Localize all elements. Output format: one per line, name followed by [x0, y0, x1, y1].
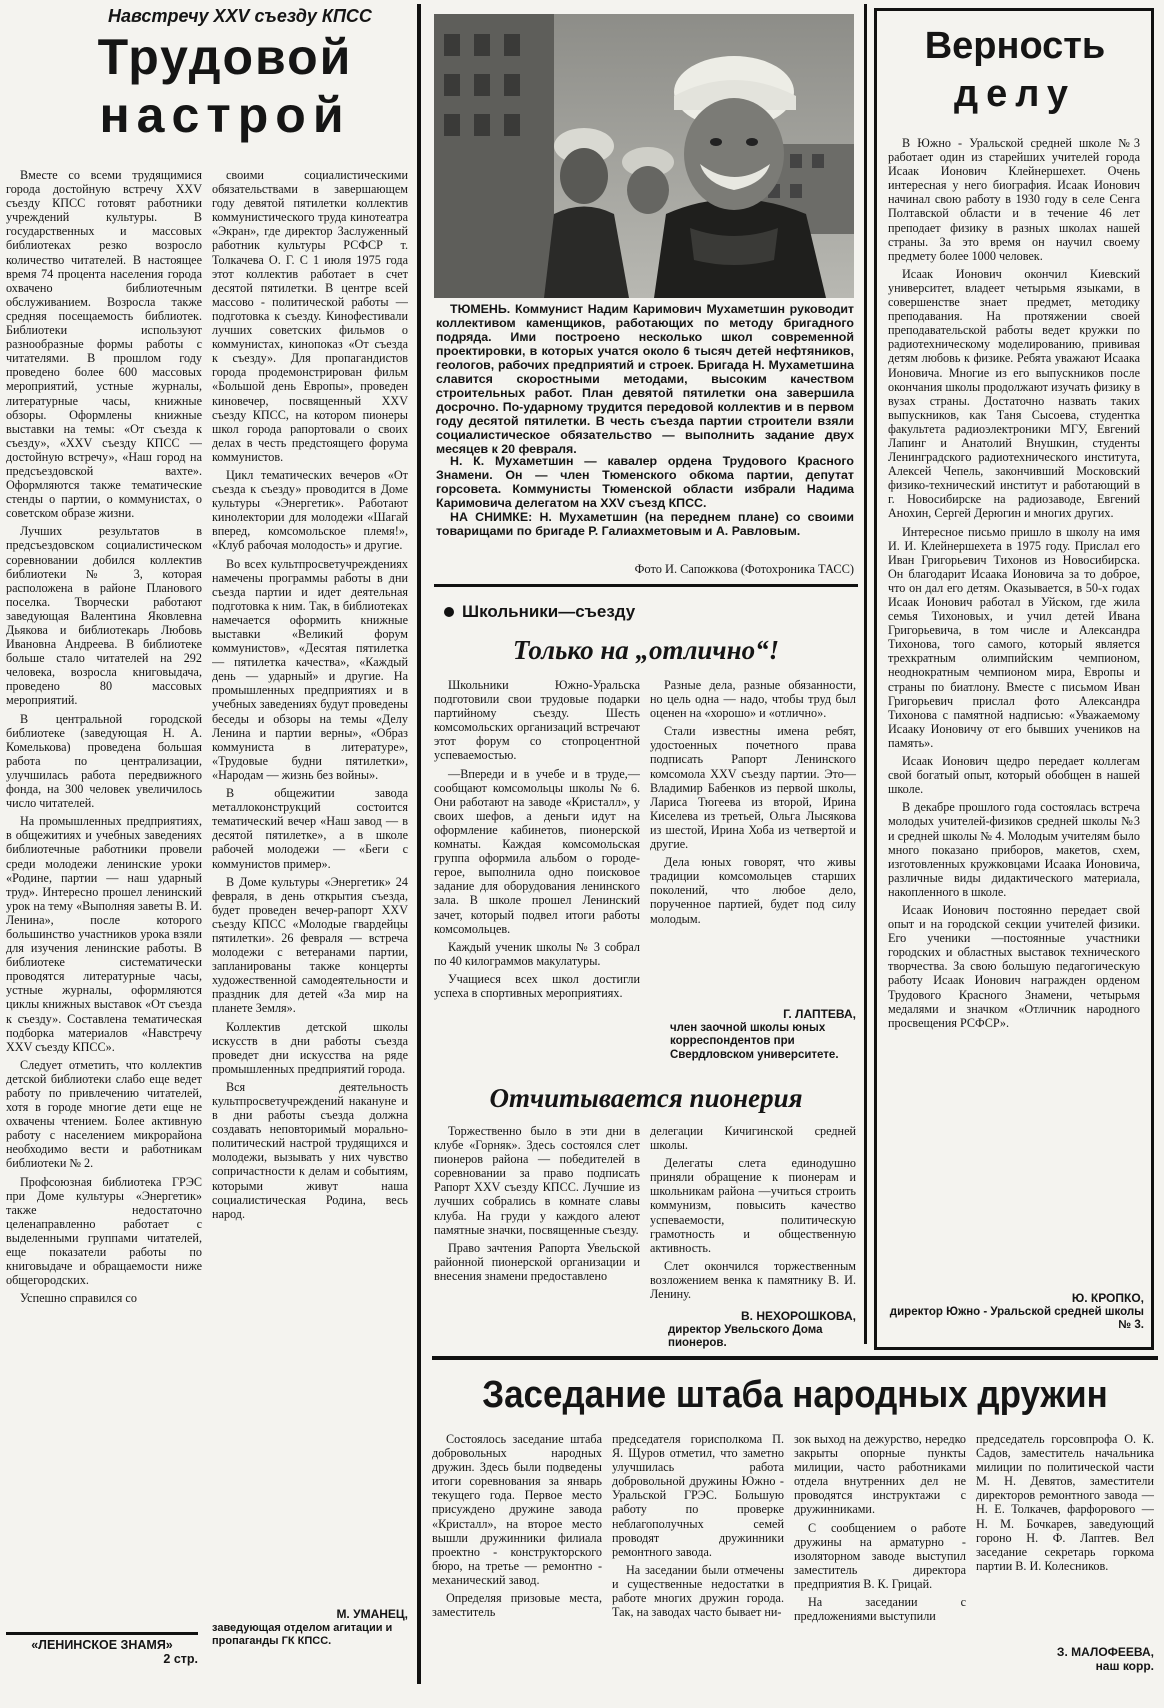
- paragraph: Торжественно было в эти дни в клубе «Горняк». Здесь состоялся слет пионеров района — победителей в соревновании за право подписать Рапорт XXV съезду КПСС. Лучшие из лучших собрались в комнате славы клуба. На груди у каждого алеют памятные значки, посвященные съезду.: [434, 1124, 640, 1237]
- signature-name: М. УМАНЕЦ,: [336, 1607, 408, 1621]
- caption-bio-text: Н. К. Мухаметшин — кавалер ордена Трудового Красного Знамени. Он — член Тюменского обкома партии, депутат горсовета. Коммунисты Тюменской области избрали Надима Каримовича делегатом на XXV съезд КПСС.: [436, 454, 854, 510]
- signature-role: директор Увельского Дома пионеров.: [668, 1323, 823, 1349]
- paragraph: Исаак Ионович окончил Киевский университет, владеет четырьмя языками, в совершенстве знает предмет, методику преподавания. На протяжении своей преподавательской работы ведет кружки по радиотехническому моделированию, прививая детям любовь к физике. Ребята уважают Исаака Ионовича. Многие из его выпускников после окончания школы продолжают изучать физику в вузах страны. Достаточно назвать таких выпускников, как Таня Сысоева, студентка факультета радиоэлектроники МГУ, Евгений Лапинг и Анатолий Внушкин, студенты Ленинградского радиотехнического института, Алексей Чепель, закончивший Московский физико-технический институт и работающий в г. Новосибирске на радиозаводе, Евгений Анохин, Сергей Дерюгин и многих других.: [888, 266, 1140, 521]
- signature-role: член заочной школы юных корреспондентов при Свердловском университете.: [670, 1021, 839, 1061]
- article3-kicker: [444, 602, 744, 622]
- signature-name: Г. ЛАПТЕВА,: [783, 1007, 856, 1021]
- page-number: 2 стр.: [163, 1652, 198, 1666]
- signature-role: наш корр.: [1095, 1658, 1154, 1673]
- article4-column-1: [434, 1124, 640, 1346]
- article1-signature: [212, 1608, 408, 1649]
- article5-column-3: [794, 1432, 966, 1680]
- paragraph: Следует отметить, что коллектив детской библиотеки слабо еще ведет работу по привлечению читателей, хотя в городе многие дети еще не охвачены чтением. Более активную работу с населением микрорайона необходимо вести и работникам библиотеки № 2.: [6, 1057, 202, 1171]
- article3-title: Только на „отлично“!: [512, 635, 780, 665]
- paragraph: Исаак Ионович постоянно передает свой опыт и на городской секции учителей физики. Его ученики —постоянные участники городских и областных выставок технического творчества. За свою большую педагогическую работу Исаак Ионович награжден орденом Трудового Красного Знамени, четырьмя медалями и значком «Отличник народного просвещения РСФСР».: [888, 902, 1140, 1030]
- paragraph: На заседании были отмечены и существенные недостатки в работе многих дружин города. Так, на заводах часто бывает ни-: [612, 1562, 784, 1620]
- caption-in-photo-text: НА СНИМКЕ: Н. Мухаметшин (на переднем плане) со своими товарищами по бригаде Р. Галиахметовым и А. Равловым.: [436, 510, 854, 538]
- paragraph: Дела юных говорят, что живы традиции комсомольцев старших поколений, что любое дело, порученное партией, будет под силу молодым.: [650, 855, 856, 926]
- paragraph: делегации Кичигинской средней школы.: [650, 1124, 856, 1153]
- signature-name: Ю. КРОПКО,: [1071, 1291, 1144, 1305]
- article4-column-2: [650, 1124, 856, 1316]
- paragraph: Вместе со всеми трудящимися города достойную встречу XXV съезду КПСС готовят работники учреждений культуры. В государственных и массовых библиотеках резко возросло количество читателей. В настоящее время 74 процента населения города охвачено библиотечным обслуживанием. Возросла также средняя посещаемость библиотек. Библиотеки используют разнообразные формы работы с читателями. В прошлом году проведено более 600 массовых мероприятий, устные журналы, литературные часы, книжные обзоры. Оформлены книжные выставки на темы: «От съезда к съезду», «XXV съезду КПСС — достойную встречу», «Наш город на предсъездовской вахте». Оформляются также тематические стенды о партии, о коммунистах, о советском образе жизни.: [6, 168, 202, 521]
- paragraph: В декабре прошлого года состоялась встреча молодых учителей-физиков средней школы №3 и средней школы № 4. Молодым учителям было много показано приборов, макетов, схем, изготовленных кружковцами Исаака Ионовича, различные виды дидактического материала, накопленного в школе.: [888, 800, 1140, 899]
- paragraph: Делегаты слета единодушно приняли обращение к пионерам и школьникам района —учиться строить коммунизм, повысить качество успеваемости, политическую грамотность и общественную активность.: [650, 1156, 856, 1255]
- column-rule-right: [864, 4, 867, 1344]
- signature-role: заведующая отделом агитации и пропаганды ГК КПСС.: [212, 1621, 393, 1647]
- paragraph: председатель горсовпрофа О. К. Садов, заместитель начальника милиции по политической части М. Н. Девятов, заместители директоров ремонтного завода — Н. Е. Толкачев, фарфорового — Н. М. Бочкарев, заведующий гороно Н. Ф. Лаптев. Вел заседание секретарь горкома партии В. И. Колесников.: [976, 1432, 1154, 1573]
- separator-photo: [434, 584, 858, 587]
- paragraph: Учащиеся всех школ достигли успеха в спортивных мероприятиях.: [434, 971, 640, 1000]
- bullet-icon: [444, 607, 454, 617]
- paragraph: Профсоюзная библиотека ГРЭС при Доме культуры «Энергетик» также недостаточно целенаправленно работает с выделенными группами читателей, еще показатели работы по книговыдаче и обращаемости ниже общегородских.: [6, 1174, 202, 1288]
- article5-column-1: [432, 1432, 602, 1680]
- paragraph: Слет окончился торжественным возложением венка к памятнику В. И. Ленину.: [650, 1258, 856, 1302]
- paragraph: На промышленных предприятиях, в общежитиях и учебных заведениях библиотечные работники провели среди молодежи ленинские уроки «Родине, партии — наш ударный труд». Интересно прошел ленинский урок на тему «Выполняя заветы В. И. Ленина», после которого большинство участников урока взяли для изучения ленинские работы. В библиотеке систематически проводятся литературные часы, устные журналы, оформляются циклы книжных выставок «От съезда к съезду». Составлена тематическая подборка материалов «Навстречу XXV съезду КПСС».: [6, 814, 202, 1054]
- article3-column-1: [434, 678, 640, 1074]
- photo-illustration: [434, 14, 854, 298]
- article3-column-2: [650, 678, 856, 990]
- paragraph: Коллектив детской школы искусств в дни работы съезда проведет дни искусства на ряде промышленных предприятий города.: [212, 1019, 408, 1076]
- article5-signature: [976, 1646, 1154, 1673]
- article5-title: Заседание штаба народных дружин: [482, 1374, 1108, 1416]
- paragraph: Успешно справился со: [20, 1291, 137, 1306]
- paragraph: Стали известны имена ребят, удостоенных почетного права подписать Рапорт Ленинского комсомола XXV съезду партии. Это— Владимир Бабенков из первой школы, Лариса Тюгеева из второй, Ирина Киселева из третьей, Ольга Лысякова из шестой, Ирина Хоба из четвертой и другие.: [650, 724, 856, 852]
- news-photo: [434, 14, 854, 298]
- article1-column-1: [6, 168, 202, 1630]
- article2-title: [880, 22, 1150, 118]
- paragraph: Цикл тематических вечеров «От съезда к съезду» проводится в Доме культуры «Энергетик». Работают кинолектории для молодежи «Шагай вперед, комсомольское племя!», «Клуб рабочая молодость» и другие.: [212, 467, 408, 553]
- paragraph: зок выход на дежурство, нередко закрыты опорные пункты милиции, часто работниками отдела внутренних дел не проводятся инструктажи с дружинниками.: [794, 1432, 966, 1517]
- paragraph: Исаак Ионович щедро передает коллегам свой богатый опыт, который обобщен в нашей школе.: [888, 754, 1140, 797]
- article3-signature: [650, 1008, 856, 1062]
- paragraph: В общежитии завода металлоконструкций состоится тематический вечер «Наш завод — в десятой пятилетке», а в школе рабочей молодежи — «Беги с коммунистов пример».: [212, 786, 408, 871]
- paragraph: С сообщением о работе дружины на арматурно - изоляторном заводе выступил заместитель директора предприятия В. К. Грицай.: [794, 1520, 966, 1591]
- title-line-1: Верность: [924, 25, 1106, 67]
- newspaper-footer: [6, 1638, 198, 1666]
- title-line-1: Трудовой: [97, 29, 353, 85]
- article5-column-4: [976, 1432, 1154, 1638]
- separator-bottom-top: [432, 1356, 1158, 1360]
- section-kicker: Навстречу XXV съезду КПСС: [108, 6, 372, 26]
- title-line-2: делу: [953, 73, 1077, 115]
- paragraph: своими социалистическими обязательствами в завершающем году девятой пятилетки коллектив коммунистического труда кинотеатра «Экран», где директор Заслуженный работник культуры РСФСР т. Толкачева О. Г. С 1 июля 1975 года этот коллектив работает в счет десятой пятилетки. В центре всей массово - политической работы — подготовка к съезду. Кинофестивали лучших советских фильмов о коммунистах, кинопоказ «От съезда к съезду». Для пропагандистов города продемонстрирован фильм «Большой день Европы», проведен киновечер, посвященный XXV съезду КПСС, на котором пионеры школ города рапортовали о своих делах в честь предстоящего форума коммунистов.: [212, 168, 408, 464]
- paragraph: В Доме культуры «Энергетик» 24 февраля, в день открытия съезда, будет проведен вечер-рапорт XXV съезду КПСС «Молодые гвардейцы пятилетки». 26 февраля — встреча молодежи с ветеранами партии, запланированы также концерты художественной самодеятельности и праздник для детей «За мир на планете Земля».: [212, 874, 408, 1016]
- title-line-2: настрой: [99, 87, 351, 143]
- paragraph: председателя горисполкома П. Я. Щуров отметил, что заметно улучшилась работа добровольной дружины Южно - Уральской ГРЭС. Большую работу по проверке неблагополучных семей проводят дружинники ремонтного завода.: [612, 1432, 784, 1559]
- paragraph: Лучших результатов в предсъездовском социалистическом соревновании добился коллектив библиотеки № 3, которая расположена в районе Планового поселка. Творчески работают заведующая Валентина Яковлевна Дьякова и библиотекарь Любовь Ивановна Андреева. В библиотеке больше стало читателей на 292 человека, возросла книговыдача, проведено 80 массовых мероприятий.: [6, 524, 202, 708]
- footer-rule: [6, 1632, 198, 1635]
- photo-credit: Фото И. Сапожкова (Фотохроника ТАСС): [634, 562, 854, 576]
- paragraph: На заседании с предложениями выступили: [794, 1595, 966, 1624]
- article2-body: [888, 136, 1140, 1288]
- signature-name: В. НЕХОРОШКОВА,: [741, 1309, 856, 1323]
- article4-signature: [650, 1310, 856, 1351]
- paragraph: В Южно - Уральской средней школе №3 работает один из старейших учителей города Исаак Ионович Клейнершехет. Очень интересная у него биография. Исаак Ионович начинал свою работу в 1930 году в селе Сенга Полтавской области и в течение 46 лет преподает физику в разных школах нашей страны. За это время он научил своему предмету более 1000 человек.: [888, 136, 1140, 263]
- paragraph: Интересное письмо пришло в школу на имя И. И. Клейнершехета в 1975 году. Прислал его Иван Григорьевич Тихонов из Новосибирска. Он благодарит Исаака Ионовича за то доброе, что он дал его детям. Оказывается, в 50-х годах Исаак Ионович работал в Уйском, где жила семья Тихоновых, и учил детей Ивана Григорьевича, в том числе и Александра Тихонова, того самого, который является трехкратным олимпийским чемпионом, неоднократным чемпионом мира, Европы и страны по биатлону. Вместе с письмом Иван Григорьевич прислал фото Александра Тихонова с памятной надписью: «Уважаемому Исааку Ионовичу от его бывших учеников на память».: [888, 524, 1140, 750]
- paragraph: —Впереди и в учебе и в труде,— сообщают комсомольцы школы № 6. Они работают на заводе «Кристалл», у своих шефов, а деньги идут на оформление кабинетов, пионерской комнаты. Каждая комсомольская группа оформила альбом о городе-герое, выполнила одно поисковое задание для оборудования ленинского зала. В школе прошел Ленинский зачет, который подвел итоги работы комсомольцев.: [434, 766, 640, 936]
- signature-name: З. МАЛОФЕЕВА,: [1056, 1645, 1154, 1659]
- photo-caption-bio: [436, 454, 854, 510]
- column-rule-left: [417, 4, 421, 1684]
- paragraph: Каждый ученик школы № 3 собрал по 40 килограммов макулатуры.: [434, 939, 640, 968]
- paragraph: Разные дела, разные обязанности, но цель одна — надо, чтобы труд был оценен на «хорошо» и «отлично».: [650, 678, 856, 721]
- newspaper-name: «ЛЕНИНСКОЕ ЗНАМЯ»: [31, 1638, 173, 1652]
- signature-role: директор Южно - Уральской средней школы № 3.: [889, 1305, 1144, 1331]
- article-title-labor-mood: [40, 28, 410, 144]
- photo-caption: [436, 302, 854, 456]
- paragraph: Во всех культпросветучреждениях намечены программы работы в дни съезда партии и идет деятельная подготовка к ним. Так, в библиотеках намечается оформить книжные выставки «Великий форум коммунистов», «Десятая пятилетка — пятилетка качества», «Каждый день — ударный» и другие. На промышленных предприятиях и в учебных заведениях будут проведены беседы и обзоры на темы «Делу Ленина и партии верны», «Образ коммуниста в литературе», «Трудовые будни пятилетки», «Народам — жизнь без войны».: [212, 556, 408, 782]
- article4-title: Отчитывается пионерия: [489, 1083, 803, 1113]
- article2-signature: [888, 1292, 1144, 1333]
- article5-column-2: [612, 1432, 784, 1680]
- paragraph: Состоялось заседание штаба добровольных народных дружин. Здесь были подведены итоги соревнования за январь текущего года. Первое место присуждено дружине завода «Кристалл», на второе место вышли дружинники филиала проектно - конструкторского бюро, на третье — ремонтно - механический завод.: [432, 1432, 602, 1587]
- paragraph: В центральной городской библиотеке (заведующая Н. А. Комелькова) проведена большая работа по централизации, улучшилась работа передвижного фонда, на 300 человек увеличилось число читателей.: [6, 711, 202, 811]
- article1-column-2: [212, 168, 408, 1608]
- paragraph: Право зачтения Рапорта Увельской районной пионерской организации и внесения знамени предоставлено: [434, 1240, 640, 1283]
- paragraph: Вся деятельность культпросветучреждений накануне и в дни работы съезда должна создавать неповторимый морально-политический настрой трудящихся и молодежи, вызывать у них чувство сопричастности к делам и событиям, которыми живут наша социалистическая Родина, весь народ.: [212, 1079, 408, 1221]
- kicker-text: Школьники—съезду: [462, 602, 636, 621]
- paragraph: Определяя призовые места, заместитель: [432, 1591, 602, 1620]
- caption-main: ТЮМЕНЬ. Коммунист Надим Каримович Мухаметшин руководит коллективом каменщиков, работающих по методу бригадного подряда. Ими построено несколько школ современной проектировки, в которых учатся около 6 тысяч детей нефтяников, геологов, рабочих предприятий и строек. Бригада Н. Мухаметшина славится скоростными методами, высоким качеством строительных работ. План девятой пятилетки она завершила досрочно. По-ударному трудится передовой коллектив и в первом году десятой пятилетки. В честь съезда партии строители взяли социалистическое обязательство — выполнить задание двух месяцев к 20 февраля.: [436, 302, 854, 456]
- photo-caption-in-photo: [436, 510, 854, 540]
- paragraph: Школьники Южно-Уральска подготовили свои трудовые подарки партийному съезду. Шесть комсомольских организаций встречают этот форум со стопроцентной успеваемостью.: [434, 678, 640, 763]
